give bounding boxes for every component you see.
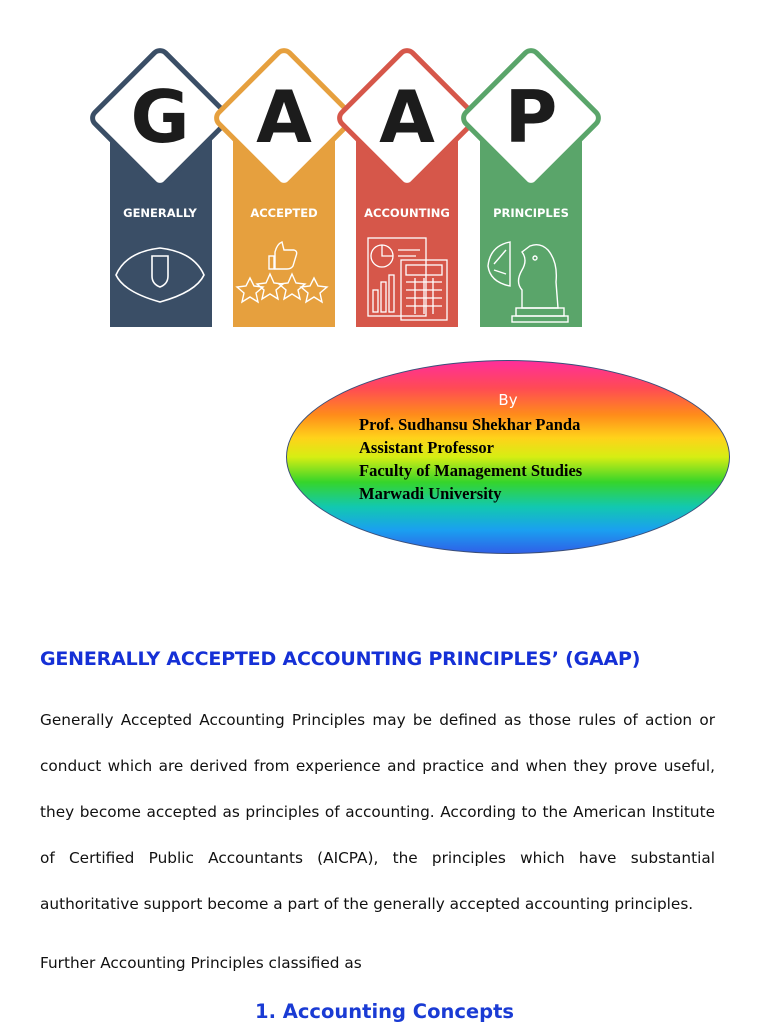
logo-column-generally [89, 47, 230, 327]
by-label: By [498, 391, 518, 409]
logo-word-generally: GENERALLY [123, 206, 197, 220]
logo-letter-a1: A [256, 75, 312, 159]
gaap-logo [70, 20, 630, 330]
author-university: Marwadi University [359, 484, 502, 503]
logo-word-principles: PRINCIPLES [493, 206, 569, 220]
logo-letter-g: G [130, 75, 190, 159]
author-oval [286, 360, 730, 554]
logo-word-accounting: ACCOUNTING [364, 206, 450, 220]
logo-column-accounting [336, 47, 477, 327]
definition-paragraph: Generally Accepted Accounting Principles may be defined as those rules of action or conduct which are derived from experience and practice and when they prove useful, they become accepted as principles of accounting. According to the American Institute of Certified Public Accountants (AICPA), the principles which have substantial authoritative support become a part of the generally accepted accounting principles. [40, 711, 715, 913]
further-text: Further Accounting Principles classified as [40, 954, 362, 972]
author-position: Assistant Professor [359, 438, 494, 457]
logo-letter-p: P [504, 75, 558, 159]
accounting-concepts-heading: 1. Accounting Concepts [255, 1000, 515, 1023]
logo-column-principles [460, 47, 601, 327]
logo-column-accepted [213, 47, 354, 327]
logo-letter-a2: A [379, 75, 435, 159]
author-faculty: Faculty of Management Studies [359, 461, 583, 480]
logo-word-accepted: ACCEPTED [250, 206, 318, 220]
author-block [359, 413, 582, 505]
section-title: GENERALLY ACCEPTED ACCOUNTING PRINCIPLES’ (GAAP) [40, 648, 641, 670]
author-name: Prof. Sudhansu Shekhar Panda [359, 415, 581, 434]
